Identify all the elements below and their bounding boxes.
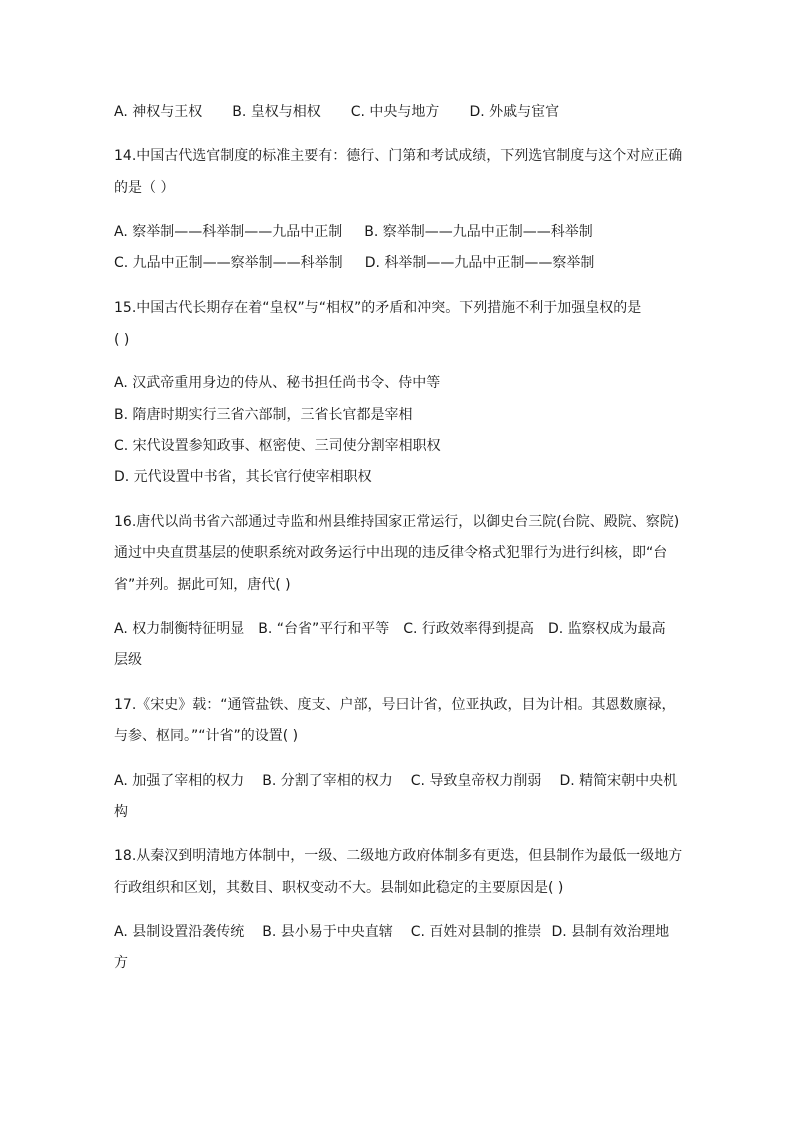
q13-option-a: A. 神权与王权 (114, 104, 203, 120)
q15-stem-line1: 15.中国古代长期存在着“皇权”与“相权”的矛盾和冲突。下列措施不利于加强皇权的是 (114, 300, 642, 316)
q15-option-c: C. 宋代设置参知政事、枢密使、三司使分割宰相职权 (114, 438, 441, 454)
q14-stem-line1: 14.中国古代选官制度的标准主要有：德行、门第和考试成绩，下列选官制度与这个对应正确 (114, 148, 683, 164)
q17-option-b: B. 分割了宰相的权力 (262, 773, 393, 789)
q14-option-b: B. 察举制——九品中正制——科举制 (364, 224, 593, 240)
q17-option-a: A. 加强了宰相的权力 (114, 773, 245, 789)
q16-options (114, 619, 694, 639)
q16-stem-line3: 省”并列。据此可知，唐代( ) (114, 577, 291, 593)
q18-option-b: B. 县小易于中央直辖 (262, 924, 393, 940)
q18-option-a: A. 县制设置沿袭传统 (114, 924, 245, 940)
q18-stem-line1: 18.从秦汉到明清地方体制中，一级、二级地方政府体制多有更迭，但县制作为最低一级地方 (114, 848, 683, 864)
q18-option-c: C. 百姓对县制的推崇 (410, 924, 542, 940)
q14-stem-line2: 的是（ ） (114, 180, 175, 196)
q13-options (114, 102, 694, 122)
q17-option-d: D. 精简宋朝中央机 (559, 773, 678, 789)
q18-stem-line2: 行政组织和区划，其数目、职权变动不大。县制如此稳定的主要原因是( ) (114, 880, 564, 896)
q18-option-d-wrap: 方 (114, 955, 128, 971)
q16-option-c: C. 行政效率得到提高 (403, 621, 534, 637)
q13-option-c: C. 中央与地方 (350, 104, 440, 120)
q14-option-d: D. 科举制——九品中正制——察举制 (364, 255, 595, 271)
q16-option-d: D. 监察权成为最高 (547, 621, 666, 637)
q15-option-b: B. 隋唐时期实行三省六部制，三省长官都是宰相 (114, 407, 413, 423)
q15-option-d: D. 元代设置中书省，其长官行使宰相职权 (114, 469, 372, 485)
q13-option-b: B. 皇权与相权 (232, 104, 321, 120)
q14-options-row2 (114, 253, 694, 273)
q13-option-d: D. 外戚与宦官 (469, 104, 560, 120)
q16-option-d-wrap: 层级 (114, 652, 142, 668)
q18-options (114, 922, 694, 942)
q17-options (114, 771, 694, 791)
q17-stem-line1: 17.《宋史》载：“通管盐铁、度支、户部，号曰计省，位亚执政，目为计相。其恩数廪禄， (114, 697, 676, 713)
q18-option-d: D. 县制有效治理地 (551, 924, 670, 940)
q17-option-d-wrap: 构 (114, 804, 128, 820)
q15-stem-line2: ( ) (114, 332, 130, 348)
q16-option-a: A. 权力制衡特征明显 (114, 621, 245, 637)
q17-option-c: C. 导致皇帝权力削弱 (410, 773, 542, 789)
q16-option-b: B. “台省”平行和平等 (258, 621, 390, 637)
q14-options-row1 (114, 222, 694, 242)
q16-stem-line1: 16.唐代以尚书省六部通过寺监和州县维持国家正常运行，以御史台三院(台院、殿院、察院) (114, 514, 680, 530)
q14-option-c: C. 九品中正制——察举制——科举制 (114, 255, 343, 271)
q16-stem-line2: 通过中央直贯基层的使职系统对政务运行中出现的违反律令格式犯罪行为进行纠核，即“台 (114, 545, 668, 561)
q14-option-a: A. 察举制——科举制——九品中正制 (114, 224, 343, 240)
q17-stem-line2: 与参、枢同。”“计省”的设置( ) (114, 728, 299, 744)
q15-option-a: A. 汉武帝重用身边的侍从、秘书担任尚书令、侍中等 (114, 375, 441, 391)
